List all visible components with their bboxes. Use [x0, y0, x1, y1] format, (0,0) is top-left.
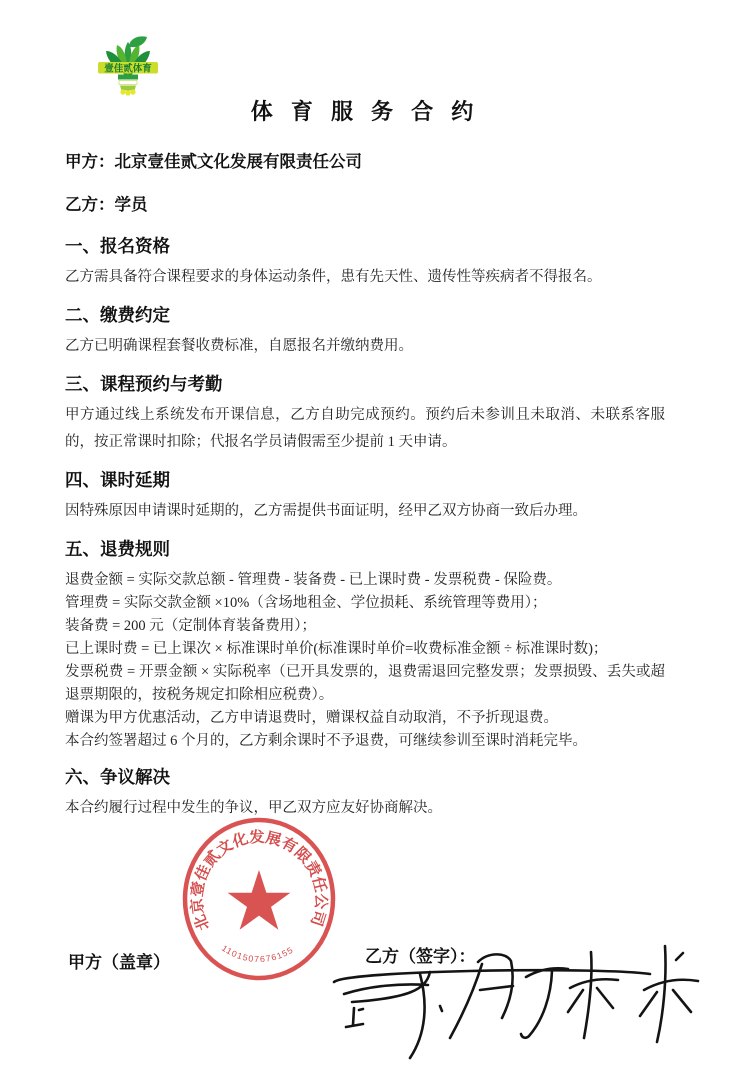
- section-3-body: 甲方通过线上系统发布开课信息，乙方自助完成预约。预约后未参训且未取消、未联系客服的，按正常课时扣除；代报名学员请假需至少提前 1 天申请。: [65, 407, 665, 450]
- refund-rule: 装备费 = 200 元（定制体育装备费用）；: [65, 618, 317, 634]
- section-1-body: 乙方需具备符合课程要求的身体运动条件，患有先天性、遗传性等疾病者不得报名。: [65, 269, 602, 285]
- section-2-heading: 二、缴费约定: [65, 305, 170, 325]
- section-2-body: 乙方已明确课程套餐收费标准，自愿报名并缴纳费用。: [65, 338, 413, 354]
- section-3-heading: 三、课程预约与考勤: [65, 374, 223, 394]
- party-a-stamp-label: 甲方（盖章）: [68, 953, 170, 972]
- refund-rule: 管理费 = 实际交款金额 ×10%（含场地租金、学位损耗、系统管理等费用）；: [65, 595, 547, 611]
- section-1-heading: 一、报名资格: [65, 236, 170, 256]
- seal-star-icon: [228, 870, 291, 930]
- section-5-heading: 五、退费规则: [65, 539, 170, 559]
- section-4-body: 因特殊原因申请课时延期的，乙方需提供书面证明，经甲乙双方协商一致后办理。: [65, 503, 587, 519]
- refund-rules-list: [65, 569, 665, 753]
- party-b-line: 乙方：学员: [65, 196, 148, 214]
- section-6-body: 本合约履行过程中发生的争议，甲乙双方应友好协商解决。: [65, 800, 442, 816]
- refund-rule: 已上课时费 = 已上课次 × 标准课时单价(标准课时单价=收费标准金额 ÷ 标准课时数)；: [65, 641, 608, 657]
- refund-rule: 发票税费 = 开票金额 × 实际税率（已开具发票的，退费需退回完整发票；发票损毁、丢失或超退票期限的，按税务规定扣除相应税费）。: [65, 664, 665, 703]
- party-b-sign-label: 乙方（签字）：: [365, 947, 476, 966]
- handwritten-signature: [330, 928, 722, 1072]
- company-logo: [95, 36, 161, 102]
- company-seal-stamp: [180, 815, 338, 990]
- svg-text:1101507676155: [220, 943, 295, 964]
- logo-band-text: 壹佳贰体育: [104, 63, 152, 75]
- page-title: 体 育 服 务 合 约: [250, 99, 480, 124]
- party-a-line: 甲方：北京壹佳贰文化发展有限责任公司: [65, 153, 362, 171]
- seal-number: 1101507676155: [219, 942, 296, 965]
- refund-rule: 退费金额 = 实际交款总额 - 管理费 - 装备费 - 已上课时费 - 发票税费 - 保险费。: [65, 572, 562, 588]
- seal-company-name: 北京壹佳贰文化发展有限责任公司: [188, 828, 330, 933]
- section-6-heading: 六、争议解决: [65, 767, 170, 787]
- refund-rule: 赠课为甲方优惠活动，乙方申请退费时，赠课权益自动取消，不予折现退费。: [65, 710, 558, 726]
- section-4-heading: 四、课时延期: [65, 470, 170, 490]
- refund-rule: 本合约签署超过 6 个月的，乙方剩余课时不予退费，可继续参训至课时消耗完毕。: [65, 733, 587, 749]
- shuttlecock-logo-icon: [95, 36, 161, 102]
